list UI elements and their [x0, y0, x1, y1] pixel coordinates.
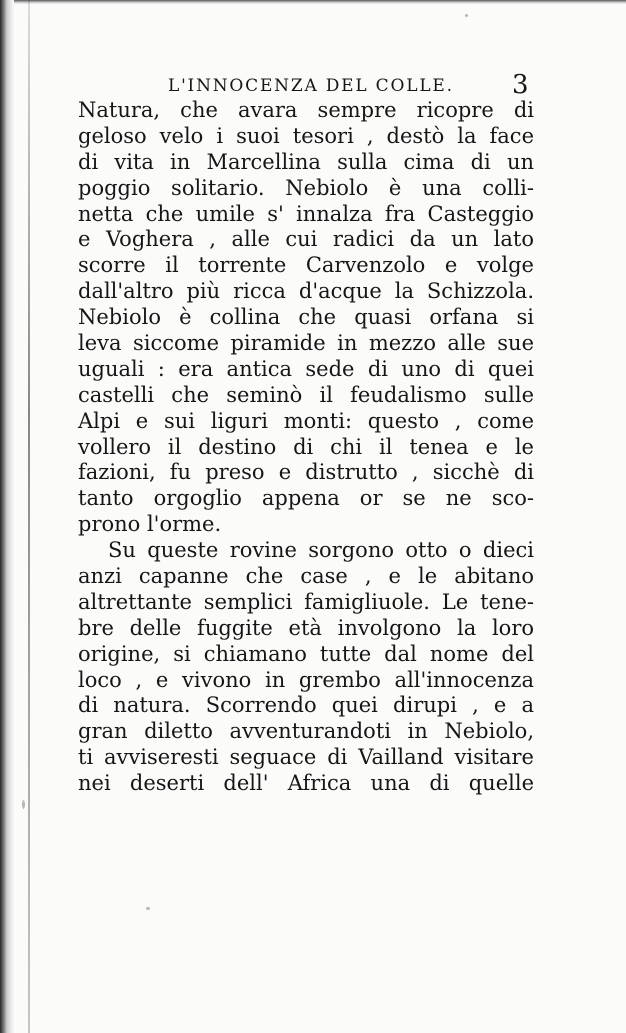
text-line: fazioni, fu preso e distrutto , sicchè di: [78, 460, 534, 485]
text-line: anzi capanne che case , e le abitano: [78, 564, 534, 589]
text-line: di vita in Marcellina sulla cima di un: [78, 149, 534, 174]
page-number: 3: [512, 70, 529, 100]
ink-speck: [22, 800, 25, 809]
body-text: [78, 98, 534, 797]
text-line: origine, si chiamano tutte dal nome del: [78, 641, 534, 666]
text-line: vollero il destino di chi il tenea e le: [78, 434, 534, 459]
text-line: dall'altro più ricca d'acque la Schizzola.: [78, 279, 534, 304]
text-line: uguali : era antica sede di uno di quei: [78, 356, 534, 381]
text-line: scorre il torrente Carvenzolo e volge: [78, 253, 534, 278]
text-line: Nebiolo è collina che quasi orfana si: [78, 305, 534, 330]
text-line: leva siccome piramide in mezzo alle sue: [78, 331, 534, 356]
text-line: netta che umile s' innalza fra Casteggio: [78, 201, 534, 226]
text-line: bre delle fuggite età involgono la loro: [78, 615, 534, 640]
text-line: loco , e vivono in grembo all'innocenza: [78, 667, 534, 692]
binding-crease: [28, 0, 30, 1033]
text-line: Natura, che avara sempre ricopre di: [78, 98, 534, 122]
text-line: geloso velo i suoi tesori , destò la face: [78, 123, 534, 148]
text-line: Su queste rovine sorgono otto o dieci: [108, 538, 534, 563]
text-line: altrettante semplici famigliuole. Le tene-: [78, 589, 534, 614]
text-line: gran diletto avventurandoti in Nebiolo,: [78, 719, 534, 744]
text-line: ti avviseresti seguace di Vailland visitare: [78, 745, 534, 770]
text-line: prono l'orme.: [78, 512, 222, 537]
ink-speck: [465, 14, 468, 17]
page-top-edge: [0, 0, 626, 4]
text-line: Alpi e sui liguri monti: questo , come: [78, 408, 534, 433]
running-head: L'INNOCENZA DEL COLLE.: [168, 76, 454, 96]
text-line: tanto orgoglio appena or se ne sco-: [78, 486, 534, 511]
text-line: nei deserti dell' Africa una di quelle: [78, 771, 534, 796]
binding-shadow: [0, 0, 14, 1033]
ink-speck: [146, 907, 150, 910]
text-line: e Voghera , alle cui radici da un lato: [78, 227, 534, 252]
text-line: poggio solitario. Nebiolo è una colli-: [78, 175, 534, 200]
text-line: castelli che seminò il feudalismo sulle: [78, 382, 534, 407]
text-line: di natura. Scorrendo quei dirupi , e a: [78, 693, 534, 718]
